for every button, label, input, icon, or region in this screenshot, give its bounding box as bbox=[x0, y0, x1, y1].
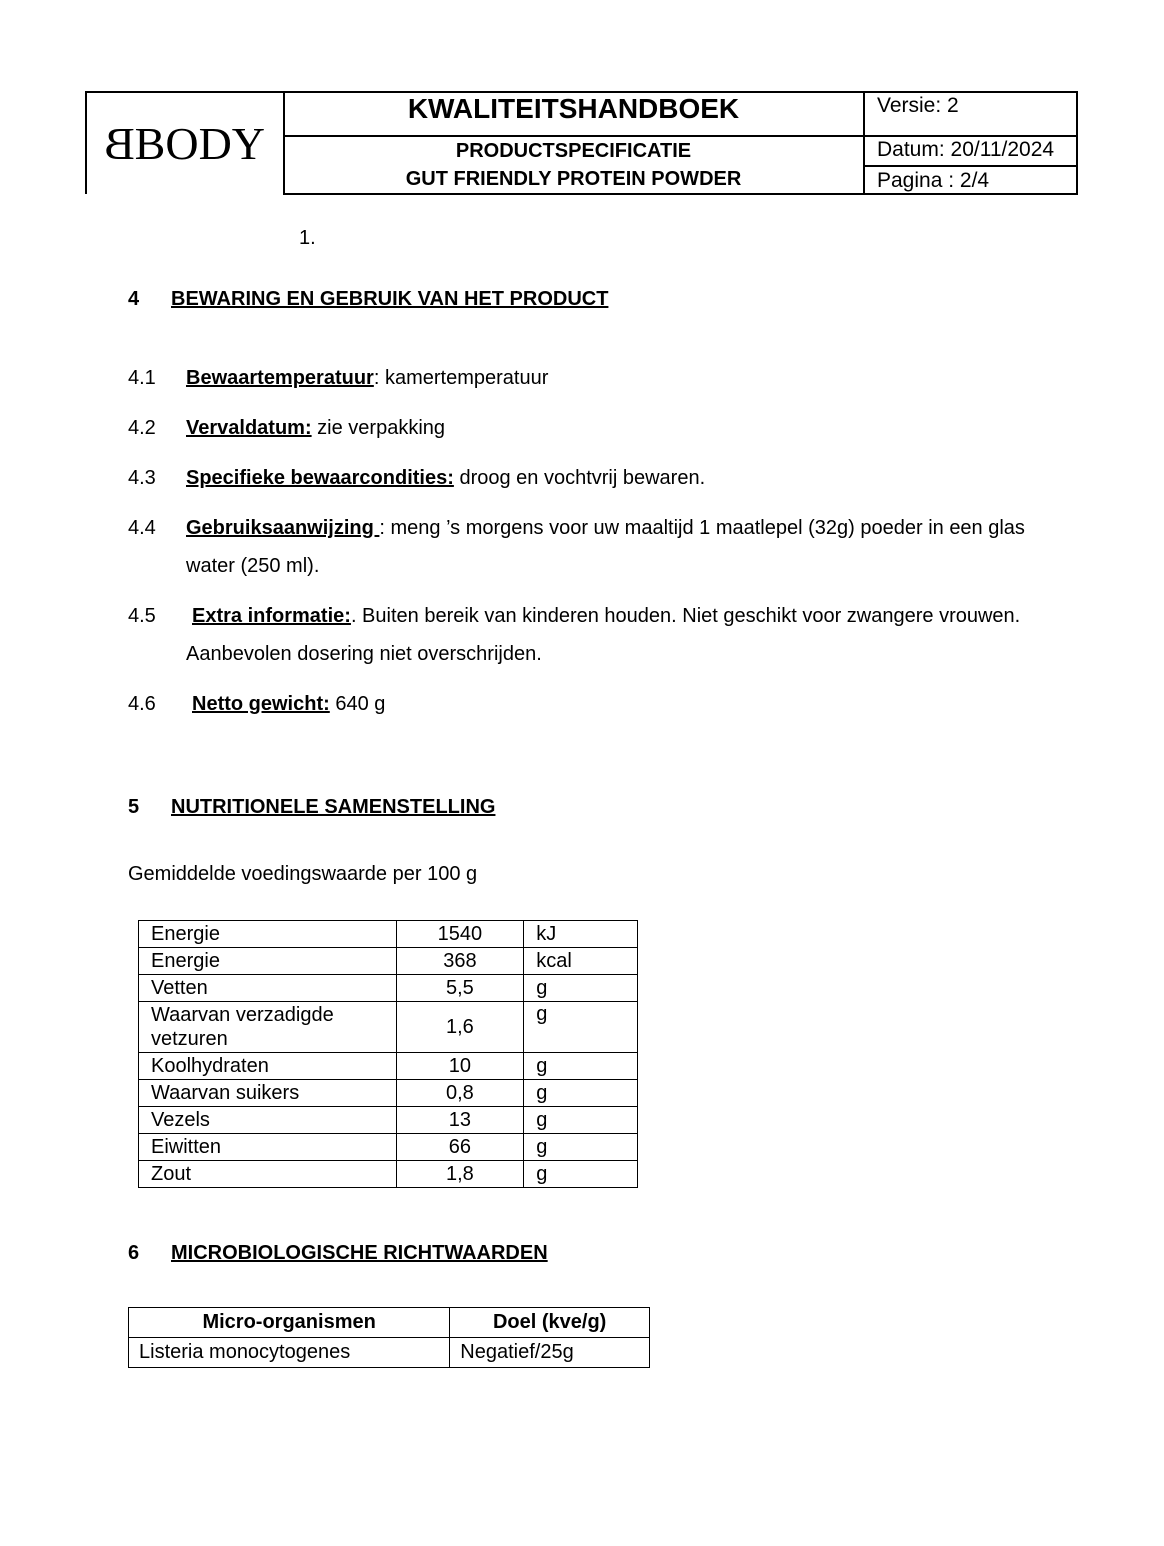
list-marker: 1. bbox=[299, 227, 316, 249]
nutrient-value: 1,8 bbox=[396, 1161, 524, 1188]
nutrient-name: Zout bbox=[139, 1161, 397, 1188]
nutrient-unit: g bbox=[524, 1134, 638, 1161]
nutrient-name: Koolhydraten bbox=[139, 1053, 397, 1080]
table-row bbox=[139, 1107, 638, 1134]
item-4-2 bbox=[186, 409, 1046, 447]
item-4-2-text: zie verpakking bbox=[311, 417, 446, 439]
item-4-5-number: 4.5 bbox=[128, 605, 156, 627]
item-4-5 bbox=[186, 597, 1046, 673]
item-4-1 bbox=[186, 359, 1046, 397]
nutrient-unit: g bbox=[524, 1161, 638, 1188]
spec-subtitle: PRODUCTSPECIFICATIE bbox=[455, 140, 692, 162]
nutrient-name: Eiwitten bbox=[139, 1134, 397, 1161]
nutrient-value: 0,8 bbox=[396, 1080, 524, 1107]
section-6-title: MICROBIOLOGISCHE RICHTWAARDEN bbox=[171, 1242, 548, 1264]
section-5-title: NUTRITIONELE SAMENSTELLING bbox=[171, 796, 496, 818]
item-4-6 bbox=[186, 685, 1046, 723]
table-row bbox=[139, 1134, 638, 1161]
manual-title: KWALITEITSHANDBOEK bbox=[407, 93, 740, 124]
table-row bbox=[139, 1053, 638, 1080]
item-4-4-label: Gebruiksaanwijzing bbox=[186, 517, 380, 539]
company-logo: BBODY bbox=[103, 117, 266, 169]
microbiology-table bbox=[128, 1307, 650, 1368]
nutrient-unit: kcal bbox=[524, 948, 638, 975]
item-4-4-text: : meng ’s morgens voor uw maaltijd 1 maatlepel (32g) poeder in een glas water (250 ml). bbox=[186, 517, 1025, 577]
item-4-5-label: Extra informatie: bbox=[192, 605, 351, 627]
column-header: Micro-organismen bbox=[129, 1308, 450, 1338]
nutrient-name: Vetten bbox=[139, 975, 397, 1002]
item-4-1-text: : kamertemperatuur bbox=[373, 367, 549, 389]
item-4-6-number: 4.6 bbox=[128, 693, 156, 715]
table-row bbox=[129, 1338, 650, 1368]
organism-name: Listeria monocytogenes bbox=[129, 1338, 450, 1368]
column-header: Doel (kve/g) bbox=[450, 1308, 650, 1338]
nutrient-value: 368 bbox=[396, 948, 524, 975]
item-4-3-label: Specifieke bewaarcondities: bbox=[186, 467, 454, 489]
date-label: Datum: 20/11/2024 bbox=[877, 138, 1055, 161]
nutrient-name: Energie bbox=[139, 948, 397, 975]
section-6-number: 6 bbox=[128, 1242, 140, 1264]
organism-target: Negatief/25g bbox=[450, 1338, 650, 1368]
item-4-2-number: 4.2 bbox=[128, 417, 156, 439]
nutrient-unit: g bbox=[524, 1053, 638, 1080]
section-5-number: 5 bbox=[128, 796, 140, 818]
nutrient-unit: g bbox=[524, 1107, 638, 1134]
section-4-title: BEWARING EN GEBRUIK VAN HET PRODUCT bbox=[171, 288, 609, 310]
page-label: Pagina : 2/4 bbox=[877, 169, 990, 192]
table-row bbox=[139, 948, 638, 975]
version-label: Versie: 2 bbox=[877, 94, 959, 117]
item-4-3-text: droog en vochtvrij bewaren. bbox=[453, 467, 706, 489]
table-row bbox=[139, 1161, 638, 1188]
nutrient-value: 1540 bbox=[396, 921, 524, 948]
item-4-3-number: 4.3 bbox=[128, 467, 156, 489]
nutrient-unit: g bbox=[524, 975, 638, 1002]
nutrient-value: 66 bbox=[396, 1134, 524, 1161]
item-4-2-label: Vervaldatum: bbox=[186, 417, 312, 439]
table-header-row bbox=[129, 1308, 650, 1338]
nutrient-unit: g bbox=[524, 1002, 638, 1053]
table-row bbox=[139, 1002, 638, 1053]
nutrient-value: 13 bbox=[396, 1107, 524, 1134]
item-4-4 bbox=[186, 509, 1046, 585]
item-4-3 bbox=[186, 459, 1046, 497]
item-4-1-number: 4.1 bbox=[128, 367, 156, 389]
nutrient-name: Waarvan suikers bbox=[139, 1080, 397, 1107]
nutrient-value: 1,6 bbox=[396, 1002, 524, 1053]
nutrient-value: 5,5 bbox=[396, 975, 524, 1002]
nutrient-value: 10 bbox=[396, 1053, 524, 1080]
table-row bbox=[139, 1080, 638, 1107]
nutrient-unit: g bbox=[524, 1080, 638, 1107]
item-4-4-number: 4.4 bbox=[128, 517, 156, 539]
nutrition-intro: Gemiddelde voedingswaarde per 100 g bbox=[128, 863, 478, 885]
nutrition-table bbox=[138, 920, 638, 1188]
table-row bbox=[139, 975, 638, 1002]
item-4-5-text: . Buiten bereik van kinderen houden. Niet geschikt voor zwangere vrouwen. Aanbevolen dosering niet overschrijden. bbox=[186, 605, 1021, 665]
item-4-1-label: Bewaartemperatuur bbox=[186, 367, 374, 389]
item-4-6-label: Netto gewicht: bbox=[192, 693, 330, 715]
nutrient-name: Vezels bbox=[139, 1107, 397, 1134]
nutrient-unit: kJ bbox=[524, 921, 638, 948]
nutrient-name: Waarvan verzadigde vetzuren bbox=[139, 1002, 397, 1053]
product-name: GUT FRIENDLY PROTEIN POWDER bbox=[405, 168, 742, 190]
section-4-number: 4 bbox=[128, 288, 140, 310]
nutrient-name: Energie bbox=[139, 921, 397, 948]
item-4-6-text: 640 g bbox=[329, 693, 386, 715]
table-row bbox=[139, 921, 638, 948]
